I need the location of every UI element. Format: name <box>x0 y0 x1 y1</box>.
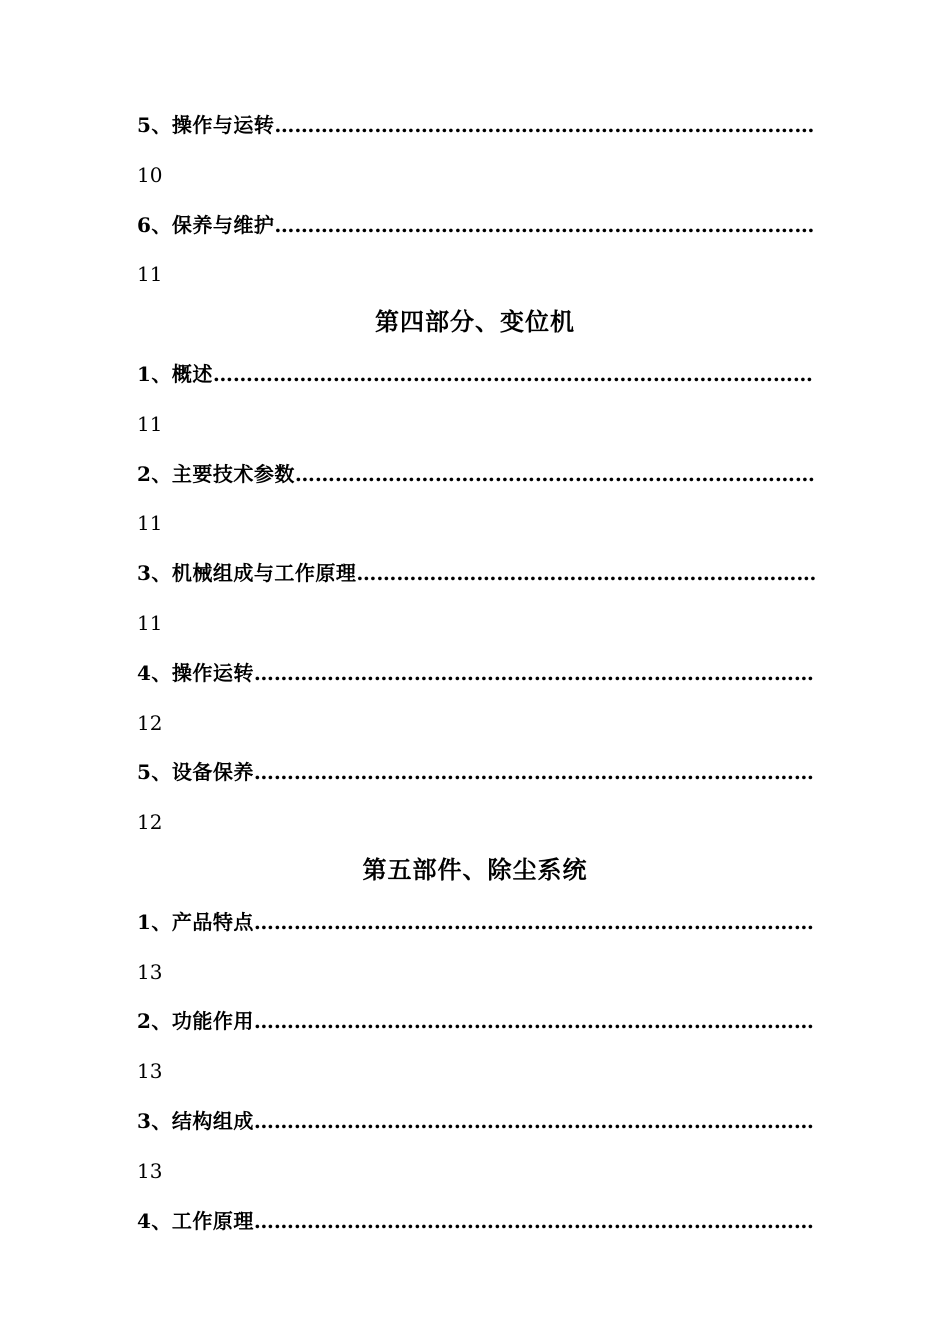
dot-leader: …………………………………………………………… <box>356 561 817 586</box>
toc-entry-title: 2、主要技术参数 <box>137 461 295 486</box>
toc-entry-title: 4、工作原理 <box>137 1208 254 1233</box>
toc-page-number: 11 <box>137 262 163 287</box>
toc-entry-title: 1、概述 <box>137 362 213 386</box>
toc-entry-link[interactable] <box>137 359 837 389</box>
toc-page-number: 10 <box>137 162 163 187</box>
section-heading: 第四部分、变位机 <box>375 307 575 337</box>
toc-entry-link[interactable] <box>137 757 837 787</box>
toc-entry-title: 2、功能作用 <box>137 1009 254 1034</box>
dot-leader: …………………………………………………………………… <box>294 461 815 486</box>
toc-page-number: 11 <box>137 511 163 536</box>
dot-leader: ……………………………………………………………………… <box>274 212 815 237</box>
toc-page-number: 13 <box>137 959 163 984</box>
section-heading: 第五部件、除尘系统 <box>362 855 588 884</box>
toc-entry-link[interactable] <box>137 907 837 937</box>
dot-leader: ………………………………………………………………………… <box>253 1009 814 1034</box>
toc-entry-title: 3、机械组成与工作原理 <box>137 561 357 586</box>
toc-entry-title: 5、操作与运转 <box>137 113 275 137</box>
dot-leader: ………………………………………………………………………… <box>253 1109 814 1133</box>
toc-page-number: 13 <box>137 1158 163 1183</box>
toc-entry-title: 6、保养与维护 <box>137 212 275 237</box>
toc-entry-link[interactable] <box>137 1106 837 1136</box>
toc-entry-title: 1、产品特点 <box>137 909 254 934</box>
toc-page-number: 13 <box>137 1059 163 1084</box>
dot-leader: ……………………………………………………………………………… <box>212 362 813 386</box>
toc-page-number: 11 <box>137 411 163 436</box>
dot-leader: ………………………………………………………………………… <box>253 1208 814 1233</box>
toc-entry-link[interactable] <box>137 459 837 489</box>
toc-entry-link[interactable] <box>137 658 837 688</box>
toc-entry-link[interactable] <box>137 558 837 588</box>
toc-page-number: 11 <box>137 611 163 635</box>
toc-entry-link[interactable] <box>137 110 837 140</box>
dot-leader: ………………………………………………………………………… <box>253 660 814 685</box>
dot-leader: ………………………………………………………………………… <box>253 909 814 934</box>
toc-entry-title: 5、设备保养 <box>137 760 254 785</box>
toc-entry-title: 4、操作运转 <box>137 660 254 685</box>
toc-page-number: 12 <box>137 710 163 735</box>
toc-entry-link[interactable] <box>137 1006 837 1036</box>
dot-leader: ……………………………………………………………………… <box>274 113 815 137</box>
toc-entry-title: 3、结构组成 <box>137 1109 254 1133</box>
dot-leader: ………………………………………………………………………… <box>253 760 814 785</box>
toc-page-number: 12 <box>137 810 163 835</box>
toc-entry-link[interactable] <box>137 1206 837 1236</box>
toc-entry-link[interactable] <box>137 210 837 240</box>
